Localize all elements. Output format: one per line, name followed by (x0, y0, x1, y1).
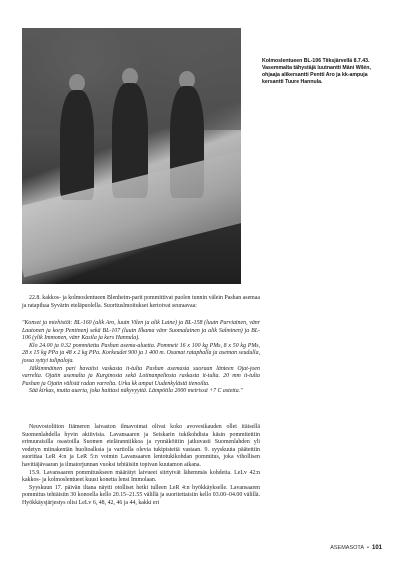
quote-paragraph-antiaircraft: Jälkimmäinen pari havaitsi vaskasta it-tulta Pashan asemasta suoraan länteen Ojat-joen varrelta. Ojatin asemalta ja Kurginosta sekä Lotinanpeltosta raskasta it-tulta. 20 mm it-tulta Pashan ja Ojatin välistä radan varrelta. Urku kk ampui Uudenkylästä tienoilta. (22, 365, 260, 387)
photograph-three-airmen-on-blenheim (22, 28, 241, 284)
section-title: ASEMASOTA (330, 545, 365, 551)
bullet-separator-icon: • (367, 545, 369, 551)
body-column-top (22, 295, 260, 310)
page-number: 101 (371, 545, 382, 551)
report-quote (22, 320, 260, 396)
paragraph-baltic-fleet: Neuvostoliiton Itämeren laivaston ilmavoimat olivat koko avovesikauden ollet itäisellä Suomenlahdella hyvin aktiivisia. Lavansaaren ja Seiskarin tukikohdista käsin pommitettiin erinuuraisilla osastoilla Suomen eteläranniikkoa ja rynnäköitiin jatkuvasti Suomenlahden yli vedetyn miinakentän huoltoalksia ja vartiolla olevia tukipisteitä vastaan. 9. syyskuuta päätettiin suorittaa LeR 4:n ja LeR 5:n voimin Lavansaaren lentotukikohdan pommitus, joka vihollisen havittäjävaaran ja ilmatorjunnan vuoksi tehtäisiin topivan kuutamon aikana. (22, 424, 260, 468)
photo-caption: Kolmoslentueen BL-106 Tiiksjärvellä 8.7.43. Vasemmalta tähystäjä luutnantti Mäni Wilén, ohjaaja alikersantti Pentti Aro ja kk-ampuja kersantti Tuure Hannula. (262, 58, 371, 85)
quote-paragraph-crews: "Konset ja miehistöt: BL-160 (alik Aro, luutn Vilen ja alik Laine) ja BL-158 (luutn Parviainen, vänr Lautonen ja korp Pentinen) sekä BL-107 (luutn Ilkama vänr Suomalainen ja alik Salminen) ja BL-106 (ylik Immonen, vänr Kasila ja kers Hannula). (22, 320, 260, 342)
paragraph-intro: 22.8. kakkos- ja kolmoslentueen Blenheim-parit pommittivat puolen tunnin välein Pashan asemaa ja ratapihaa Syvärin eteläpuolella. Suorituslmoitukset kertoivat seuraavaa: (22, 295, 260, 309)
quote-paragraph-weather: Sää kirkas, mutta auerta, joka haittasi näkyvyyttä. Lämpötila 2000 metrissä +7 C astetta." (29, 388, 243, 395)
paragraph-september-17: Syyskuun 17. päivän iltana näytti otolliset hetki tulleen LeR 4:n hyökkäykselle. Lavansaaren pommitus tehtäisiin 30 konoella kello 20.15–21.55 välillä ja suoritettaisiin kello 03.00–04.00 välillä. Hyökkäysjärjestys olisi LeLv 6, 48, 42, 46 ja 44, kakki eri (22, 484, 260, 506)
paragraph-transfer: 15.9. Lavansaaren pommituskseen määrätyt laivueet siirtyivät lähemmäs kohdetta. LeLv 42:n kakkos- ja kolmoslentueet kuusi konetta lensi Immolaan. (22, 469, 260, 484)
quote-paragraph-bombing: Klo 24.00 ja 0.32 pommitettu Pashan asema-aluetta. Pommeit 16 x 100 kg PMs, 8 x 50 kg PMs, 28 x 15 kg PPa ja 48 x 2 kg PPa. Korkeudet 900 ja 1 400 m. Osumat rataphalla ja aseman seudulla, jossa syttyi tulipaloja. (22, 342, 260, 364)
page-footer (300, 545, 382, 551)
body-column-bottom (22, 424, 260, 508)
